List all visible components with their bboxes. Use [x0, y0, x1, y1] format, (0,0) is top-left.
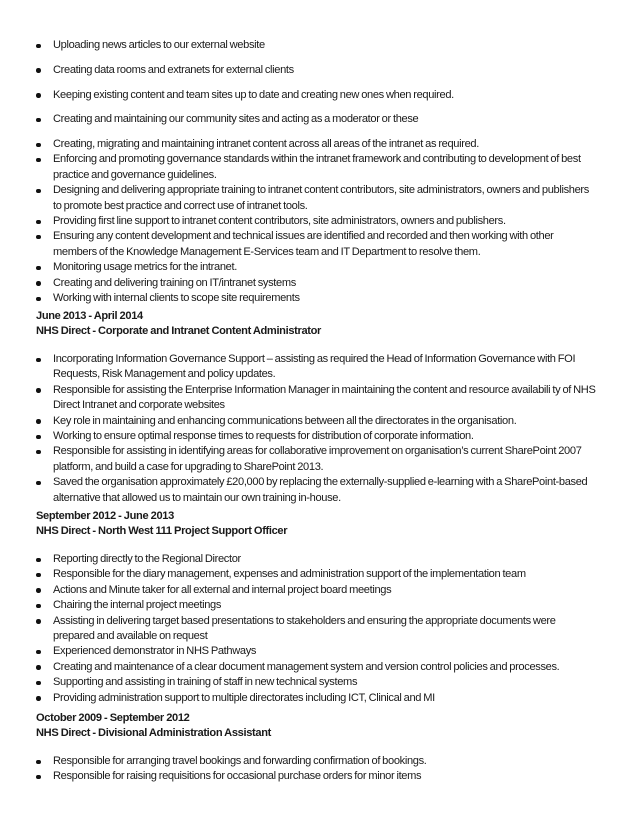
list-item-text: Creating and maintenance of a clear document management system and version control policies and processes.	[53, 660, 560, 673]
bullet-icon	[36, 158, 41, 163]
bullet-icon	[36, 388, 41, 393]
list-item	[36, 598, 596, 613]
bullet-icon	[36, 681, 41, 686]
list-item-text: Creating and delivering training on IT/intranet systems	[53, 276, 296, 289]
list-item-text: Responsible for raising requisitions for occasional purchase orders for minor items	[53, 770, 422, 783]
list-item-text: Chairing the internal project meetings	[53, 599, 222, 612]
bullet-icon	[36, 93, 41, 98]
list-item	[36, 567, 596, 582]
list-item-text: Uploading news articles to our external website	[53, 39, 265, 51]
list-item	[36, 660, 596, 675]
bullet-icon	[36, 44, 41, 49]
bullet-icon	[36, 650, 41, 655]
list-item	[36, 88, 596, 103]
bullet-icon	[36, 619, 41, 624]
list-item-text: Working to ensure optimal response times to requests for distribution of corporate information.	[53, 430, 474, 443]
list-item-text: Designing and delivering appropriate training to intranet content contributors, site administrators, owners and publishers to promote best practice and correct use of intranet tools.	[53, 184, 589, 212]
job-1-title: NHS Direct - Corporate and Intranet Content Administrator	[36, 325, 322, 337]
list-item-text: Keeping existing content and team sites up to date and creating new ones when required.	[53, 88, 454, 101]
list-item-text: Ensuring any content development and technical issues are identified and recorded and then working with other members of the Knowledge Management E-Services team and IT Department to resolve them.	[53, 230, 554, 258]
bullet-icon	[36, 358, 41, 363]
job-3-responsibilities-list	[36, 754, 596, 785]
list-item-text: Creating, migrating and maintaining intranet content across all areas of the intranet as required.	[53, 138, 479, 150]
bullet-icon	[36, 696, 41, 701]
list-item	[36, 152, 596, 183]
bullet-icon	[36, 189, 41, 194]
list-item	[36, 383, 596, 414]
list-item	[36, 214, 596, 229]
list-item	[36, 276, 596, 291]
list-item	[36, 183, 596, 214]
list-item-text: Supporting and assisting in training of staff in new technical systems	[53, 676, 358, 689]
list-item-text: Assisting in delivering target based presentations to stakeholders and ensuring the appropriate documents were prepared and available on request	[53, 614, 556, 643]
job-2-title: NHS Direct - North West 111 Project Support Officer	[36, 525, 288, 537]
list-item	[36, 754, 596, 769]
list-item	[36, 352, 596, 383]
job-1-dates: June 2013 - April 2014	[36, 310, 143, 322]
list-item-text: Reporting directly to the Regional Director	[53, 553, 241, 565]
list-item-text: Experienced demonstrator in NHS Pathways	[53, 645, 257, 658]
list-item	[36, 414, 596, 429]
list-item-text: Key role in maintaining and enhancing communications between all the directorates in the organisation.	[53, 414, 517, 427]
list-item-text: Responsible for assisting in identifying areas for collaborative improvement on organisation’s current SharePoint 2007 platform, and build a case for upgrading to SharePoint 2013.	[53, 445, 582, 473]
list-item-text: Working with internal clients to scope site requirements	[53, 292, 300, 305]
list-item	[36, 475, 596, 506]
bullet-icon	[36, 604, 41, 609]
list-item	[36, 229, 596, 260]
list-item	[36, 583, 596, 598]
list-item	[36, 769, 596, 784]
list-item-text: Monitoring usage metrics for the intranet.	[53, 261, 237, 274]
list-item-text: Incorporating Information Governance Support – assisting as required the Head of Information Governance with FOI Requests, Risk Management and policy updates.	[53, 353, 576, 381]
list-item	[36, 260, 596, 275]
bullet-icon	[36, 419, 41, 424]
list-item-text: Creating data rooms and extranets for external clients	[53, 63, 294, 76]
bullet-icon	[36, 481, 41, 486]
bullet-icon	[36, 143, 41, 148]
bullet-icon	[36, 775, 41, 780]
list-item-text: Saved the organisation approximately £20,000 by replacing the externally-supplied e-learning with a SharePoint-based alternative that allowed us to maintain our own training in-house.	[53, 476, 588, 504]
list-item	[36, 291, 596, 306]
list-item-text: Responsible for the diary management, expenses and administration support of the implementation team	[53, 568, 526, 581]
job-3-title: NHS Direct - Divisional Administration Assistant	[36, 727, 271, 739]
bullet-icon	[36, 573, 41, 578]
list-item	[36, 137, 596, 152]
list-item-text: Providing administration support to multiple directorates including ICT, Clinical and MI	[53, 691, 435, 704]
job-3-dates: October 2009 - September 2012	[36, 712, 190, 724]
bullet-icon	[36, 297, 41, 302]
bullet-icon	[36, 760, 41, 765]
list-item-text: Creating and maintaining our community sites and acting as a moderator or these	[53, 113, 419, 126]
bullet-icon	[36, 281, 41, 286]
list-item	[36, 644, 596, 659]
list-item	[36, 552, 596, 567]
bullet-icon	[36, 220, 41, 225]
list-item-text: Providing first line support to intranet content contributors, site administrators, owners and publishers.	[53, 215, 506, 228]
list-item-text: Responsible for arranging travel bookings and forwarding confirmation of bookings.	[53, 755, 427, 767]
bullet-icon	[36, 665, 41, 670]
list-item	[36, 112, 596, 127]
list-item-text: Enforcing and promoting governance standards within the intranet framework and contributing to development of best practice and governance guidelines.	[53, 153, 581, 181]
job-2-responsibilities-list	[36, 552, 596, 706]
bullet-icon	[36, 558, 41, 563]
job-2-dates: September 2012 - June 2013	[36, 510, 174, 522]
list-item	[36, 38, 596, 53]
job-1-responsibilities-list	[36, 352, 596, 506]
list-item	[36, 614, 596, 645]
list-item-text: Responsible for assisting the Enterprise Information Manager in maintaining the content and resource availabili ty of NHS Direct Intranet and corporate websites	[53, 383, 596, 412]
top-responsibilities-spaced-list	[36, 38, 596, 137]
bullet-icon	[36, 450, 41, 455]
bullet-icon	[36, 435, 41, 440]
bullet-icon	[36, 235, 41, 240]
list-item	[36, 691, 596, 706]
list-item	[36, 675, 596, 690]
top-responsibilities-list	[36, 137, 596, 306]
bullet-icon	[36, 68, 41, 73]
list-item	[36, 429, 596, 444]
bullet-icon	[36, 588, 41, 593]
bullet-icon	[36, 118, 41, 123]
list-item	[36, 63, 596, 78]
list-item-text: Actions and Minute taker for all external and internal project board meetings	[53, 583, 392, 596]
list-item	[36, 444, 596, 475]
bullet-icon	[36, 266, 41, 271]
